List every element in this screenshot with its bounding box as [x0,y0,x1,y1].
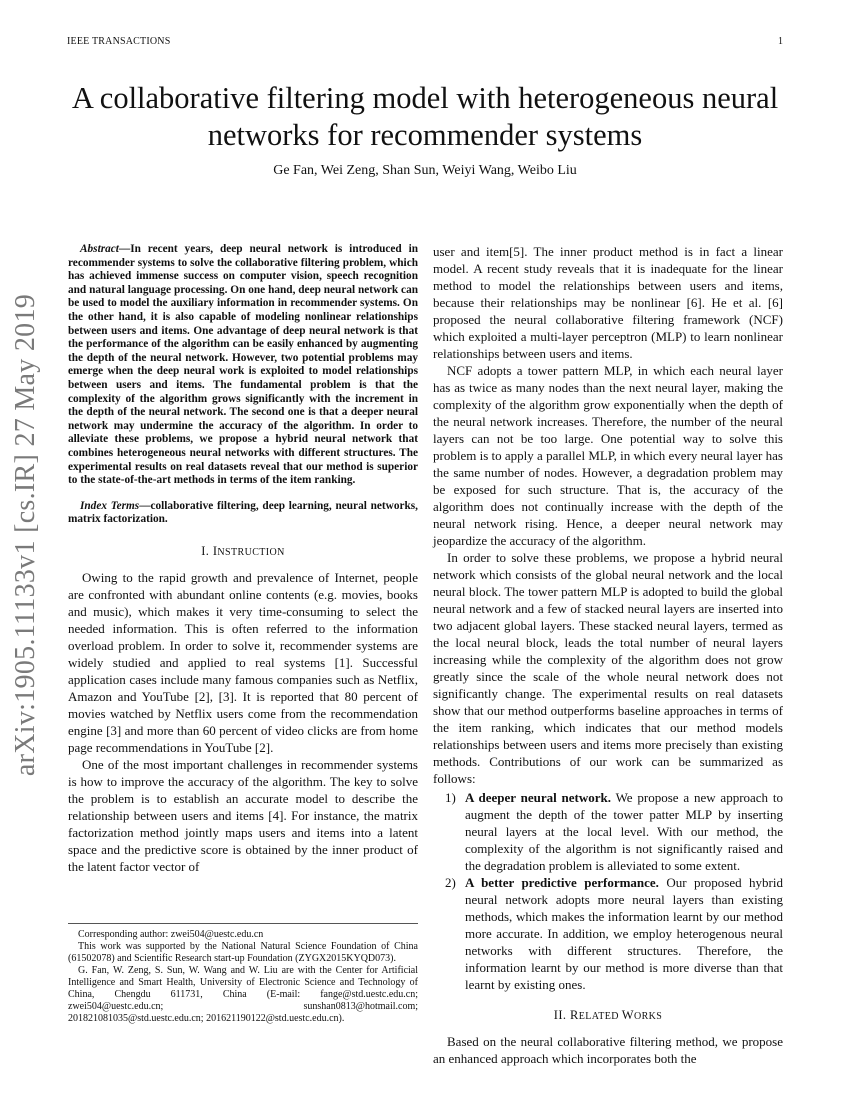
footnote-funding: This work was supported by the National Natural Science Foundation of China (61502078) and Scientific Research start-up Foundation (ZYGX2015KYQD073). [68,941,418,964]
author-list: Ge Fan, Wei Zeng, Shan Sun, Weiyi Wang, Weibo Liu [273,163,577,178]
footnotes [68,923,418,1025]
list-item [433,874,783,993]
list-number: 2) [445,875,456,890]
contribution-text: We propose a new approach to augment the depth of the tower patter MLP by inserting neural layers at the local level. With our method, the complexity of the algorithm is not significantly raised and the degradation problem is alleviated to some extent. [465,790,783,873]
footnote-corresponding-author: Corresponding author: zwei504@uestc.edu.cn [78,929,264,940]
arxiv-side-stamp [6,290,46,780]
abstract [68,243,418,488]
footnote-affiliations: G. Fan, W. Zeng, S. Sun, W. Wang and W. Liu are with the Center for Artificial Intelligence and Smart Health, University of Electronic Science and Technology of China, Chengdu 611731, China (E-mail: fange@std.uestc.edu.cn; zwei504@uestc.edu.cn; sunshan0813@hotmail.com; 201821081035@std.uestc.edu.cn; 201621190122@std.uestc.edu.cn). [68,965,418,1024]
paragraph: Owing to the rapid growth and prevalence of Internet, people are confronted with abundant online contents (e.g. movies, books and music), which makes it very time-consuming to select the needed information. This is often referred to the information overload problem. In order to solve it, recommender systems are widely studied and applied to real systems [1]. Successful application cases include many famous companies such as Netflix, Amazon and YouTube [2], [3]. It is reported that 80 percent of movies watched by Netflix users come from the recommendation engine [3] and more than 60 percent of video clicks are from home page recommendations in YouTube [2]. [68,569,418,755]
running-head: IEEE TRANSACTIONS [67,36,171,47]
abstract-lead: Abstract [80,243,119,255]
index-terms [68,500,418,527]
paragraph: In order to solve these problems, we propose a hybrid neural network which consists of the global neural network and the local neural block. The tower pattern MLP is adopted to build the global neural network and a few of stacked neural layers are inserted into two adjacent global layers. These stacked neural layers, termed as the local neural block, leads the total number of neural layers increasing while the complexity of the algorithm does not grow greatly since the scale of the whole neural network does not significantly change. The experimental results on real datasets show that our method outperforms baseline approaches in terms of the item ranking, which indicates that our method models relationships between users and items more precisely than existing methods. Contributions of our work can be summarized as follows: [433,550,783,786]
paragraph: One of the most important challenges in recommender systems is how to improve the accuracy of the algorithm. The key to solve the problem is to establish an accurate model to describe the relationship between users and items [4]. For instance, the matrix factorization method jointly maps users and items into a latent space and the predictive score is obtained by the inner product of the latent factor vector of [68,756,418,874]
list-number: 1) [445,790,456,805]
contribution-title: A deeper neural network. [465,790,611,805]
paragraph: Based on the neural collaborative filtering method, we propose an enhanced approach which incorporates both the [433,1034,783,1066]
arxiv-identifier: arXiv:1905.11133v1 [cs.IR] 27 May 2019 [10,293,41,777]
section-heading-introduction: I. INSTRUCTION [201,543,285,558]
left-column [68,243,418,875]
paragraph: user and item[5]. The inner product method is in fact a linear model. A recent study reveals that it is inadequate for the linear method to model the relationships between users and items, because their relationships may be nonlinear [6]. He et al. [6] proposed the neural collaborative filtering framework (NCF) which exploited a multi-layer perceptron (MLP) to learn nonlinear relationships between users and items. [433,244,783,361]
paper-title: A collaborative filtering model with heterogeneous neural networks for recommender systems [71,81,779,152]
list-item [433,789,783,874]
contribution-text: Our proposed hybrid neural network adopts more neural layers than existing methods, which makes the information learnt by our method more accurate. In addition, we employ heterogenous neural networks with different structures. Therefore, the information learnt by our method is more diverse than that learnt by existing ones. [465,875,783,992]
abstract-text: —In recent years, deep neural network is introduced in recommender systems to solve the collaborative filtering problem, which has achieved immense success on computer vision, speech recognition and natural language processing. On one hand, deep neural network can be used to model the auxiliary information in recommender systems. On the other hand, it is also capable of modeling nonlinear relationships between users and items. One advantage of deep neural network is that the performance of the algorithm can be easily enhanced by augmenting the depth of the neural network. However, two potential problems may emerge when the deep neural work is exploited to model relationships between users and items. The fundamental problem is that the complexity of the algorithm grows significantly with the increment in the depth of the neural network. The second one is that a deeper neural network may undermine the accuracy of the algorithm. In order to alleviate these problems, we propose a hybrid neural network that combines heterogeneous neural networks with different structures. The experimental results on real datasets reveal that our method is superior to the state-of-the-art methods in terms of the item ranking. [68,243,418,487]
index-terms-lead: Index Terms [80,499,140,512]
index-terms-text: —collaborative filtering, deep learning, neural networks, matrix factorization. [68,499,418,526]
page-number: 1 [778,36,783,47]
right-column [433,243,783,1067]
paragraph: NCF adopts a tower pattern MLP, in which each neural layer has as twice as many nodes than the next neural layer, making the complexity of the algorithm grow exponentially when the depth of the neural network increases. Therefore, the number of the neural layers can not be too large. One potential way to solve this problem is to apply a parallel MLP, in which every neural layer has the same number of nodes. However, a degradation problem may be exposed for such structure. That is, the accuracy of the algorithm does not continually increase with the depth of the neural network rising. Hence, a deeper neural network may jeopardize the accuracy of the algorithm. [433,363,783,548]
section-heading-related-works: II. RELATED WORKS [553,1008,663,1022]
contributions-list [433,789,783,993]
contribution-title: A better predictive performance. [465,875,659,890]
